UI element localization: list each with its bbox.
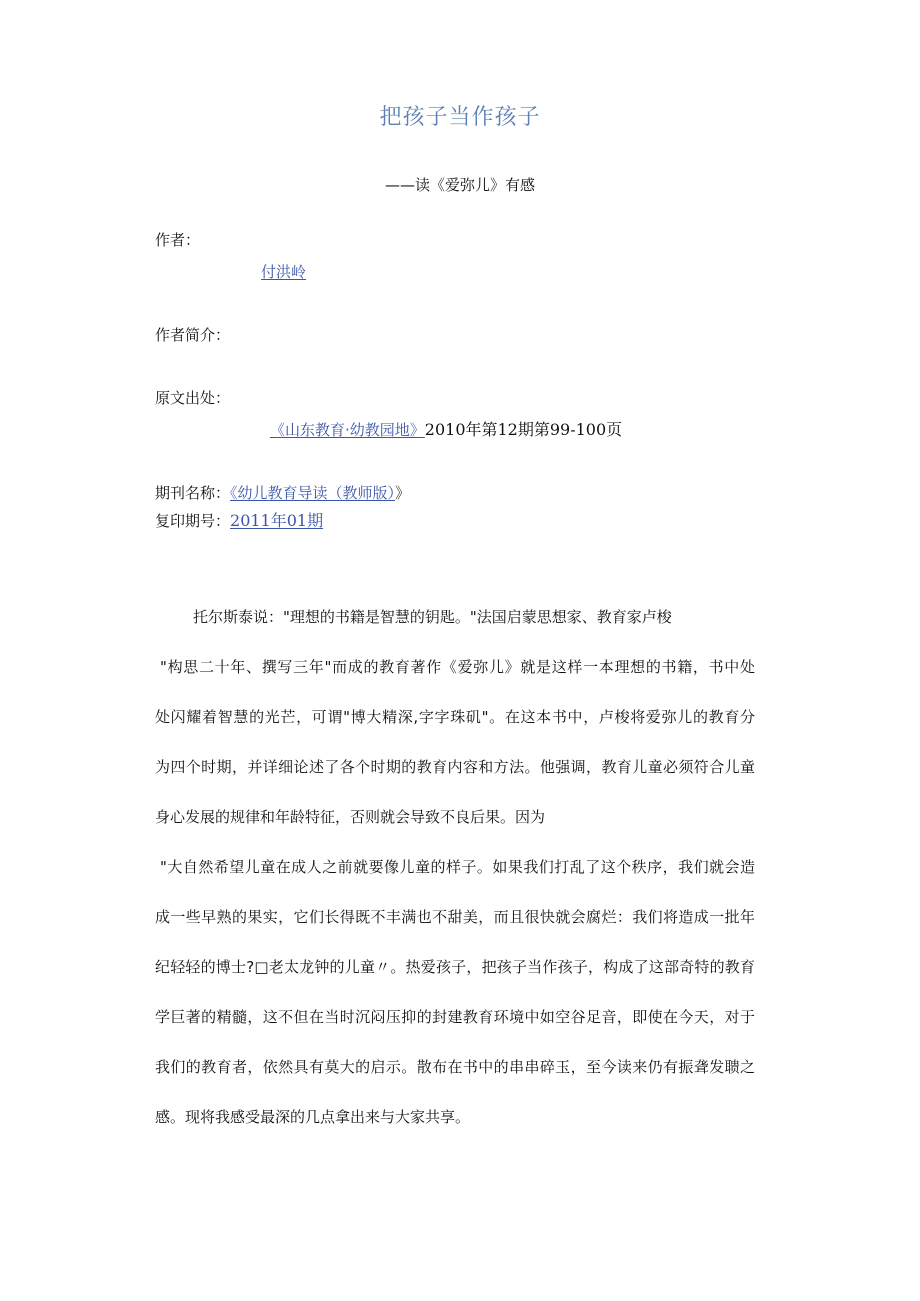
- body-line: 为四个时期，并详细论述了各个时期的教育内容和方法。他强调，教育儿童必须符合儿童: [155, 758, 755, 776]
- source-label: 原文出处：: [155, 389, 231, 407]
- source-detail: 2010年第12期第99-100页: [424, 420, 623, 439]
- body-line: 身心发展的规律和年龄特征，否则就会导致不良后果。因为: [155, 808, 546, 826]
- journal-line: [155, 482, 410, 503]
- journal-close: 》: [395, 484, 411, 502]
- reprint-issue-link[interactable]: 2011年01期: [230, 511, 324, 530]
- body-line: 纪轻轻的博士?□老太龙钟的儿童〃。热爱孩子，把孩子当作孩子，构成了这部奇特的教育: [155, 958, 755, 976]
- author-label: 作者：: [155, 231, 201, 249]
- body-line: 处闪耀着智慧的光芒，可谓"博大精深,字字珠矶"。在这本书中，卢梭将爱弥儿的教育分: [155, 708, 755, 726]
- body-line: 学巨著的精髓，这不但在当时沉闷压抑的封建教育环境中如空谷足音，即使在今天，对于: [155, 1008, 755, 1026]
- body-line: 成一些早熟的果实，它们长得既不丰满也不甜美，而且很快就会腐烂：我们将造成一批年: [155, 908, 755, 926]
- body-line: "构思二十年、撰写三年"而成的教育著作《爱弥儿》就是这样一本理想的书籍，书中处: [160, 658, 755, 676]
- body-line: 感。现将我感受最深的几点拿出来与大家共享。: [155, 1108, 471, 1126]
- reprint-line: [155, 508, 323, 531]
- page-title: 把孩子当作孩子: [379, 105, 541, 130]
- author-bio-label: 作者简介：: [155, 326, 231, 344]
- source-journal-link[interactable]: 《山东教育·幼教园地》: [270, 421, 425, 439]
- journal-label: 期刊名称：: [155, 484, 231, 502]
- body-line: 托尔斯泰说："理想的书籍是智慧的钥匙。"法国启蒙思想家、教育家卢梭: [193, 608, 672, 626]
- body-line: "大自然希望儿童在成人之前就要像儿童的样子。如果我们打乱了这个秩序，我们就会造: [160, 858, 755, 876]
- author-link[interactable]: 付洪岭: [261, 263, 307, 281]
- journal-link[interactable]: 《幼儿教育导读（教师版）: [230, 484, 396, 502]
- page-subtitle: ——读《爱弥儿》有感: [384, 176, 535, 194]
- reprint-label: 复印期号：: [155, 512, 231, 530]
- source-line: [270, 417, 622, 440]
- body-line: 我们的教育者，依然具有莫大的启示。散布在书中的串串碎玉，至今读来仍有振聋发聩之: [155, 1058, 755, 1076]
